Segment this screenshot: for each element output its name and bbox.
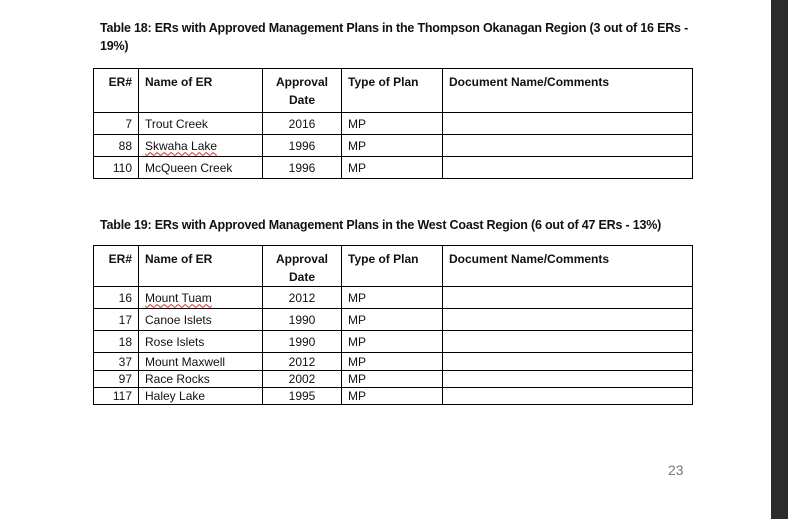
cell-er-name: Canoe Islets <box>139 309 263 331</box>
cell-approval-date: 2012 <box>263 353 342 371</box>
header-plan-type: Type of Plan <box>342 69 443 113</box>
table-row <box>94 287 693 309</box>
header-er-name: Name of ER <box>139 246 263 287</box>
cell-comments <box>443 388 693 405</box>
table-row <box>94 331 693 353</box>
cell-er-number: 7 <box>94 113 139 135</box>
cell-er-name: Race Rocks <box>139 371 263 388</box>
table-18-caption: Table 18: ERs with Approved Management Plans in the Thompson Okanagan Region (3 out of 16 ERs - 19%) <box>100 21 689 53</box>
cell-er-number: 110 <box>94 157 139 179</box>
cell-comments <box>443 353 693 371</box>
header-approval-date: Approval Date <box>263 69 342 113</box>
table-row <box>94 157 693 179</box>
cell-comments <box>443 331 693 353</box>
table-header-row <box>94 69 693 113</box>
cell-comments <box>443 113 693 135</box>
cell-er-number: 37 <box>94 353 139 371</box>
cell-er-number: 97 <box>94 371 139 388</box>
cell-approval-date: 1996 <box>263 157 342 179</box>
cell-approval-date: 1995 <box>263 388 342 405</box>
cell-er-number: 117 <box>94 388 139 405</box>
cell-approval-date: 1996 <box>263 135 342 157</box>
header-comments: Document Name/Comments <box>443 246 693 287</box>
table-row <box>94 309 693 331</box>
cell-approval-date: 1990 <box>263 331 342 353</box>
cell-approval-date: 2012 <box>263 287 342 309</box>
cell-plan-type: MP <box>342 331 443 353</box>
cell-approval-date: 1990 <box>263 309 342 331</box>
cell-approval-date: 2002 <box>263 371 342 388</box>
cell-er-number: 16 <box>94 287 139 309</box>
table-row <box>94 371 693 388</box>
page-number: 23 <box>668 462 684 478</box>
cell-er-number: 18 <box>94 331 139 353</box>
table-header-row <box>94 246 693 287</box>
cell-comments <box>443 309 693 331</box>
cell-plan-type: MP <box>342 353 443 371</box>
cell-plan-type: MP <box>342 135 443 157</box>
table-18 <box>93 68 693 179</box>
cell-comments <box>443 157 693 179</box>
header-er-number: ER# <box>94 246 139 287</box>
cell-er-name: Haley Lake <box>139 388 263 405</box>
cell-plan-type: MP <box>342 157 443 179</box>
header-approval-date: Approval Date <box>263 246 342 287</box>
header-plan-type: Type of Plan <box>342 246 443 287</box>
cell-plan-type: MP <box>342 388 443 405</box>
table-row <box>94 135 693 157</box>
cell-er-name <box>139 287 263 309</box>
cell-er-name <box>139 135 263 157</box>
spellcheck-flagged-text[interactable]: Mount Tuam <box>145 290 212 305</box>
cell-plan-type: MP <box>342 309 443 331</box>
header-comments: Document Name/Comments <box>443 69 693 113</box>
cell-comments <box>443 371 693 388</box>
cell-er-name: Trout Creek <box>139 113 263 135</box>
table-row <box>94 388 693 405</box>
cell-er-name: Rose Islets <box>139 331 263 353</box>
cell-er-number: 17 <box>94 309 139 331</box>
table-row <box>94 353 693 371</box>
table-19-caption: Table 19: ERs with Approved Management Plans in the West Coast Region (6 out of 47 ERs - 13%) <box>100 218 662 232</box>
cell-plan-type: MP <box>342 113 443 135</box>
cell-comments <box>443 135 693 157</box>
cell-approval-date: 2016 <box>263 113 342 135</box>
cell-comments <box>443 287 693 309</box>
cell-er-name: Mount Maxwell <box>139 353 263 371</box>
cell-plan-type: MP <box>342 287 443 309</box>
cell-er-number: 88 <box>94 135 139 157</box>
cell-plan-type: MP <box>342 371 443 388</box>
table-row <box>94 113 693 135</box>
header-er-number: ER# <box>94 69 139 113</box>
table-19 <box>93 245 693 405</box>
header-er-name: Name of ER <box>139 69 263 113</box>
spellcheck-flagged-text[interactable]: Skwaha Lake <box>145 138 218 153</box>
cell-er-name: McQueen Creek <box>139 157 263 179</box>
